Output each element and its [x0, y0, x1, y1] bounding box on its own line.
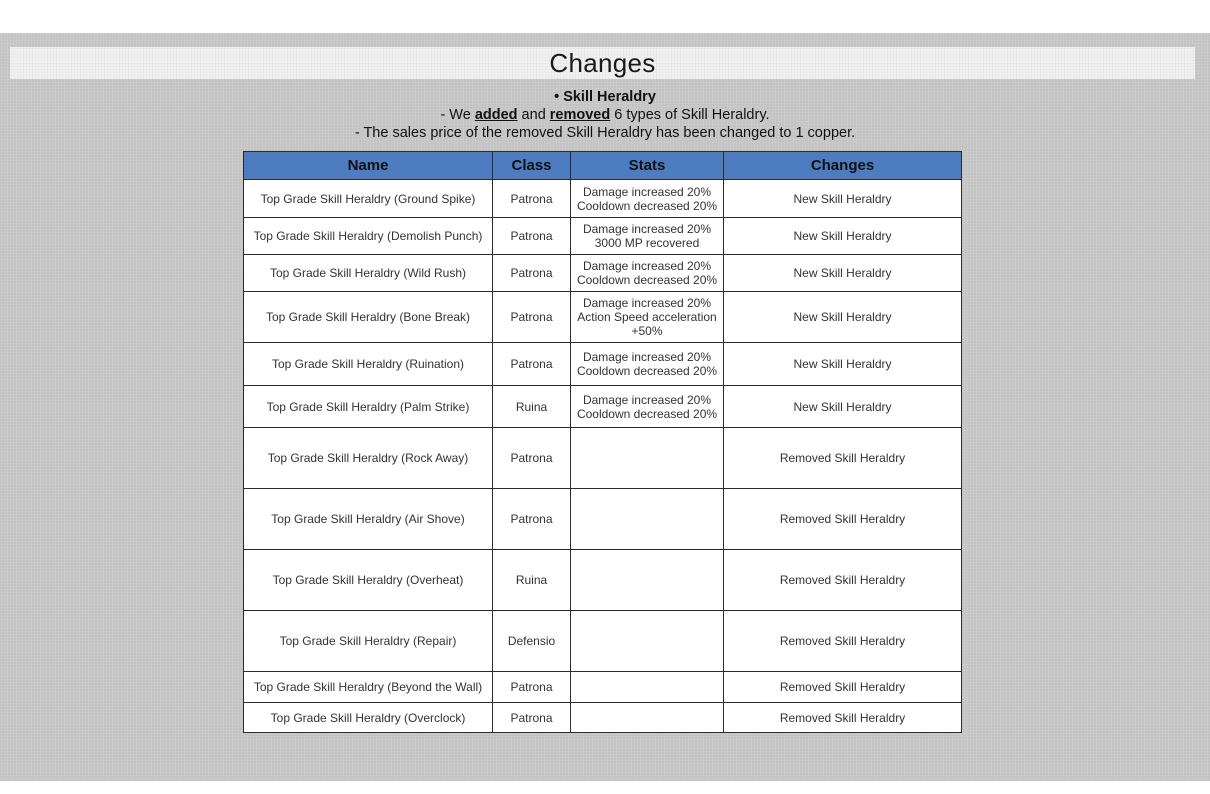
page-title: Changes: [549, 47, 656, 78]
cell-name: Top Grade Skill Heraldry (Bone Break): [244, 292, 493, 343]
cell-stats: [571, 428, 724, 489]
table-row: [244, 428, 962, 489]
content-panel: [0, 33, 1210, 781]
cell-class: Patrona: [493, 672, 571, 703]
cell-change: Removed Skill Heraldry: [724, 428, 962, 489]
heraldry-table-wrapper: [243, 151, 962, 733]
table-row: [244, 292, 962, 343]
table-row: [244, 386, 962, 428]
cell-name: Top Grade Skill Heraldry (Repair): [244, 611, 493, 672]
cell-name: Top Grade Skill Heraldry (Wild Rush): [244, 255, 493, 292]
cell-class: Patrona: [493, 703, 571, 733]
cell-class: Ruina: [493, 550, 571, 611]
cell-change: New Skill Heraldry: [724, 218, 962, 255]
cell-name: Top Grade Skill Heraldry (Ruination): [244, 343, 493, 386]
table-row: [244, 180, 962, 218]
cell-stats: Damage increased 20% 3000 MP recovered: [571, 218, 724, 255]
header-changes: Changes: [724, 152, 962, 180]
cell-class: Patrona: [493, 489, 571, 550]
header-name: Name: [244, 152, 493, 180]
cell-stats: [571, 703, 724, 733]
intro-line-1-and: and: [517, 107, 550, 123]
cell-stats: Damage increased 20% Cooldown decreased 20%: [571, 255, 724, 292]
table-row: [244, 255, 962, 292]
cell-change: Removed Skill Heraldry: [724, 672, 962, 703]
cell-stats: [571, 489, 724, 550]
cell-name: Top Grade Skill Heraldry (Rock Away): [244, 428, 493, 489]
intro-line-2: - The sales price of the removed Skill Heraldry has been changed to 1 copper.: [354, 125, 856, 141]
table-row: [244, 703, 962, 733]
table-row: [244, 489, 962, 550]
table-row: [244, 343, 962, 386]
cell-name: Top Grade Skill Heraldry (Air Shove): [244, 489, 493, 550]
cell-change: Removed Skill Heraldry: [724, 550, 962, 611]
cell-class: Patrona: [493, 255, 571, 292]
cell-stats: Damage increased 20% Cooldown decreased 20%: [571, 343, 724, 386]
cell-change: New Skill Heraldry: [724, 386, 962, 428]
removed-keyword: removed: [549, 107, 611, 123]
intro-notes: [0, 88, 1210, 142]
cell-name: Top Grade Skill Heraldry (Overclock): [244, 703, 493, 733]
cell-stats: [571, 550, 724, 611]
cell-class: Patrona: [493, 292, 571, 343]
table-row: [244, 672, 962, 703]
title-bar: [10, 47, 1195, 79]
cell-change: Removed Skill Heraldry: [724, 703, 962, 733]
cell-name: Top Grade Skill Heraldry (Ground Spike): [244, 180, 493, 218]
intro-line-1: [0, 106, 1210, 124]
cell-stats: [571, 611, 724, 672]
cell-stats: Damage increased 20% Action Speed acceleration +50%: [571, 292, 724, 343]
cell-class: Patrona: [493, 428, 571, 489]
cell-change: New Skill Heraldry: [724, 292, 962, 343]
intro-line-1-prefix: - We: [440, 107, 475, 123]
cell-name: Top Grade Skill Heraldry (Demolish Punch): [244, 218, 493, 255]
cell-name: Top Grade Skill Heraldry (Palm Strike): [244, 386, 493, 428]
cell-stats: Damage increased 20% Cooldown decreased 20%: [571, 180, 724, 218]
table-row: [244, 611, 962, 672]
cell-class: Patrona: [493, 218, 571, 255]
cell-change: New Skill Heraldry: [724, 255, 962, 292]
cell-change: Removed Skill Heraldry: [724, 611, 962, 672]
header-class: Class: [493, 152, 571, 180]
heraldry-table: [243, 151, 962, 733]
cell-stats: Damage increased 20% Cooldown decreased 20%: [571, 386, 724, 428]
table-row: [244, 550, 962, 611]
added-keyword: added: [474, 107, 518, 123]
cell-change: New Skill Heraldry: [724, 180, 962, 218]
cell-name: Top Grade Skill Heraldry (Beyond the Wall): [244, 672, 493, 703]
cell-class: Patrona: [493, 180, 571, 218]
section-heading: • Skill Heraldry: [554, 89, 656, 105]
cell-stats: [571, 672, 724, 703]
intro-line-1-suffix: 6 types of Skill Heraldry.: [610, 107, 770, 123]
cell-change: Removed Skill Heraldry: [724, 489, 962, 550]
table-row: [244, 218, 962, 255]
header-stats: Stats: [571, 152, 724, 180]
cell-class: Defensio: [493, 611, 571, 672]
cell-class: Patrona: [493, 343, 571, 386]
cell-name: Top Grade Skill Heraldry (Overheat): [244, 550, 493, 611]
cell-change: New Skill Heraldry: [724, 343, 962, 386]
table-header-row: [244, 152, 962, 180]
cell-class: Ruina: [493, 386, 571, 428]
